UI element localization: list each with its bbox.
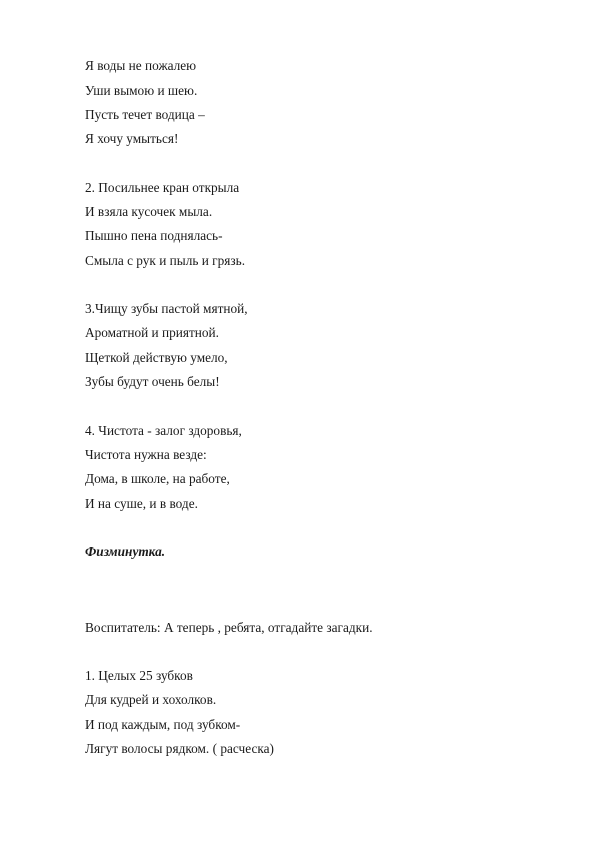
- document-page: [85, 0, 565, 842]
- poem-line: Уши вымою и шею.: [85, 83, 198, 98]
- section-heading: Физминутка.: [85, 544, 166, 559]
- poem-line: И на суше, и в воде.: [85, 496, 198, 511]
- riddle-line: Для кудрей и хохолков.: [85, 692, 217, 707]
- poem-line: Я хочу умыться!: [85, 131, 179, 146]
- poem-line: Ароматной и приятной.: [85, 325, 219, 340]
- teacher-line: Воспитатель: А теперь , ребята, отгадайте загадки.: [85, 620, 373, 635]
- poem-line: Пусть течет водица –: [85, 107, 205, 122]
- riddle-line: 1. Целых 25 зубков: [85, 668, 193, 683]
- riddle-line: И под каждым, под зубком-: [85, 717, 241, 732]
- poem-line: Дома, в школе, на работе,: [85, 471, 230, 486]
- riddle-line: Лягут волосы рядком. ( расческа): [85, 741, 274, 756]
- poem-line: И взяла кусочек мыла.: [85, 204, 213, 219]
- poem-line: Зубы будут очень белы!: [85, 374, 220, 389]
- poem-line: Я воды не пожалею: [85, 58, 197, 73]
- poem-line: Щеткой действую умело,: [85, 350, 228, 365]
- poem-line: Пышно пена поднялась-: [85, 228, 223, 243]
- poem-line: 2. Посильнее кран открыла: [85, 180, 240, 195]
- poem-line: 3.Чищу зубы пастой мятной,: [85, 301, 248, 316]
- poem-line: Смыла с рук и пыль и грязь.: [85, 253, 246, 268]
- poem-line: Чистота нужна везде:: [85, 447, 207, 462]
- poem-line: 4. Чистота - залог здоровья,: [85, 423, 242, 438]
